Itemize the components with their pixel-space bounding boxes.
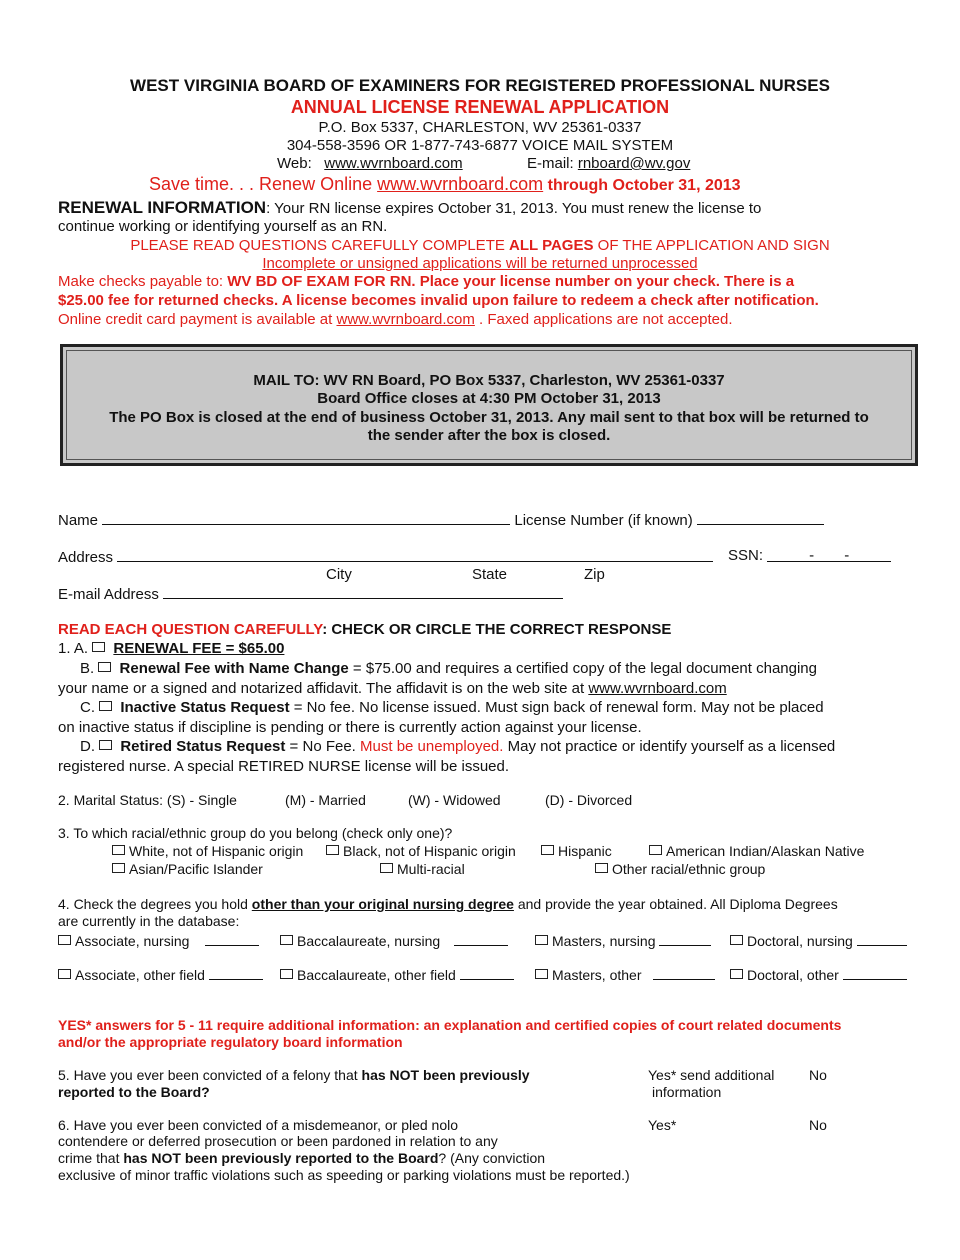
q1a-checkbox[interactable] xyxy=(92,642,105,652)
q3-option[interactable]: Hispanic xyxy=(541,843,612,859)
web-label: Web: xyxy=(277,155,312,172)
q6-question3: crime that has NOT been previously reported to the Board? (Any conviction xyxy=(58,1150,546,1166)
checkbox[interactable] xyxy=(595,863,608,873)
q2-single[interactable]: 2. Marital Status: (S) - Single xyxy=(58,792,237,808)
ssn-field[interactable]: SSN: - - xyxy=(728,547,891,564)
q4-option[interactable]: Doctoral, other xyxy=(730,965,907,983)
online-payment-link[interactable]: www.wvrnboard.com xyxy=(336,311,475,328)
save-time-link[interactable]: www.wvrnboard.com xyxy=(377,174,544,194)
save-time-text: Save time. . . Renew Online xyxy=(149,174,378,194)
q6-no[interactable]: No xyxy=(809,1117,827,1133)
renewal-text1: : Your RN license expires October 31, 2013. You must renew the license to xyxy=(266,200,762,217)
q5-yes[interactable]: Yes* send additional xyxy=(648,1067,775,1083)
q4-option[interactable]: Associate, nursing xyxy=(58,931,259,949)
mail-line2: Board Office closes at 4:30 PM October 31, 2013 xyxy=(317,390,661,407)
q4-option[interactable]: Masters, nursing xyxy=(535,931,711,949)
q6-question2: contendere or deferred prosecution or been pardoned in relation to any xyxy=(58,1133,498,1149)
q5-question: 5. Have you ever been convicted of a felony that has NOT been previously xyxy=(58,1067,530,1083)
q1d-checkbox[interactable] xyxy=(99,740,112,750)
email-address-label: E-mail Address xyxy=(58,586,159,603)
q1b-checkbox[interactable] xyxy=(98,662,111,672)
license-label: License Number (if known) xyxy=(514,512,693,529)
read-carefully: PLEASE READ QUESTIONS CAREFULLY COMPLETE ALL PAGES OF THE APPLICATION AND SIGN xyxy=(130,237,830,254)
checkbox[interactable] xyxy=(280,969,293,979)
checkbox[interactable] xyxy=(326,845,339,855)
q5-question2: reported to the Board? xyxy=(58,1084,210,1100)
checkbox[interactable] xyxy=(112,845,125,855)
license-input[interactable] xyxy=(697,510,824,525)
q1b-row2: your name or a signed and notarized affidavit. The affidavit is on the web site at www.wvrnboard.com xyxy=(58,680,727,697)
instructions: READ EACH QUESTION CAREFULLY: CHECK OR CIRCLE THE CORRECT RESPONSE xyxy=(58,621,672,638)
address-label: Address xyxy=(58,549,114,566)
name-field[interactable] xyxy=(58,510,824,529)
q5-yes2: information xyxy=(652,1084,722,1100)
q1d-row2: registered nurse. A special RETIRED NURSE license will be issued. xyxy=(58,758,510,775)
renewal-info xyxy=(58,198,761,218)
q3-option[interactable]: Asian/Pacific Islander xyxy=(112,861,263,877)
checkbox[interactable] xyxy=(535,935,548,945)
q2-widowed[interactable]: (W) - Widowed xyxy=(408,792,501,808)
q1c-row2: on inactive status if discipline is pending or there is currently action against your license. xyxy=(58,719,642,736)
checkbox[interactable] xyxy=(730,935,743,945)
incomplete-notice: Incomplete or unsigned applications will be returned unprocessed xyxy=(262,255,698,272)
yes-note: YES* answers for 5 - 11 require additional information: an explanation and certified copies of court related documents xyxy=(58,1017,842,1033)
q2-married[interactable]: (M) - Married xyxy=(285,792,366,808)
affidavit-link[interactable]: www.wvrnboard.com xyxy=(588,680,727,697)
q1b-row[interactable]: B. Renewal Fee with Name Change = $75.00 and requires a certified copy of the legal document changing xyxy=(80,660,817,677)
q3-question: 3. To which racial/ethnic group do you belong (check only one)? xyxy=(58,825,453,841)
q1a-row[interactable]: 1. A. RENEWAL FEE = $65.00 xyxy=(58,640,285,657)
email-address-field[interactable] xyxy=(58,584,563,603)
q3-option[interactable]: Black, not of Hispanic origin xyxy=(326,843,516,859)
email-link[interactable]: rnboard@wv.gov xyxy=(577,155,691,172)
mail-to-box xyxy=(60,344,918,466)
save-time-banner xyxy=(149,174,741,195)
mail-line4: the sender after the box is closed. xyxy=(367,427,611,444)
checkbox[interactable] xyxy=(535,969,548,979)
web-line xyxy=(277,155,463,172)
q3-option[interactable]: Multi-racial xyxy=(380,861,465,877)
yes-note2: and/or the appropriate regulatory board information xyxy=(58,1034,403,1050)
q3-option[interactable]: American Indian/Alaskan Native xyxy=(649,843,864,859)
phone: 304-558-3596 OR 1-877-743-6877 VOICE MAIL SYSTEM xyxy=(286,137,674,154)
q1a-label: RENEWAL FEE = $65.00 xyxy=(113,640,285,657)
returned-check-fee: $25.00 fee for returned checks. A license becomes invalid upon failure to redeem a check after notification. xyxy=(58,292,819,309)
checkbox[interactable] xyxy=(649,845,662,855)
checkbox[interactable] xyxy=(380,863,393,873)
checkbox[interactable] xyxy=(58,969,71,979)
save-time-deadline: through October 31, 2013 xyxy=(547,177,741,194)
mail-line3: The PO Box is closed at the end of business October 31, 2013. Any mail sent to that box will be returned to xyxy=(109,409,869,426)
q6-question4: exclusive of minor traffic violations such as speeding or parking violations must be reported.) xyxy=(58,1167,630,1183)
q4-option[interactable]: Doctoral, nursing xyxy=(730,931,907,949)
q4-question2: are currently in the database: xyxy=(58,913,240,929)
web-link[interactable]: www.wvrnboard.com xyxy=(324,155,463,172)
q2-divorced[interactable]: (D) - Divorced xyxy=(545,792,633,808)
q1c-row[interactable]: C. Inactive Status Request = No fee. No license issued. Must sign back of renewal form. May not be placed xyxy=(80,699,824,716)
ssn-label: SSN: xyxy=(728,547,764,564)
email-label: E-mail: xyxy=(527,155,574,172)
q4-question: 4. Check the degrees you hold other than your original nursing degree and provide the year obtained. All Diploma Degrees xyxy=(58,896,838,912)
q4-option[interactable]: Baccalaureate, nursing xyxy=(280,931,508,949)
checkbox[interactable] xyxy=(730,969,743,979)
q3-option[interactable]: White, not of Hispanic origin xyxy=(112,843,303,859)
form-title: ANNUAL LICENSE RENEWAL APPLICATION xyxy=(290,97,670,117)
zip-label: Zip xyxy=(584,566,605,583)
q6-question: 6. Have you ever been convicted of a misdemeanor, or pled nolo xyxy=(58,1117,459,1133)
checkbox[interactable] xyxy=(280,935,293,945)
q1d-row[interactable]: D. Retired Status Request = No Fee. Must be unemployed. May not practice or identify yourself as a licensed xyxy=(80,738,836,755)
renewal-heading: RENEWAL INFORMATION xyxy=(58,198,267,217)
email-line xyxy=(527,155,690,172)
q6-yes[interactable]: Yes* xyxy=(648,1117,677,1133)
q3-option[interactable]: Other racial/ethnic group xyxy=(595,861,765,877)
q1c-checkbox[interactable] xyxy=(99,701,112,711)
checkbox[interactable] xyxy=(58,935,71,945)
address-field[interactable] xyxy=(58,547,713,566)
q5-no[interactable]: No xyxy=(809,1067,827,1083)
po-box: P.O. Box 5337, CHARLESTON, WV 25361-0337 xyxy=(318,119,642,136)
online-payment: Online credit card payment is available at www.wvrnboard.com . Faxed applications are not accepted. xyxy=(58,311,733,328)
q4-option[interactable]: Masters, other xyxy=(535,965,715,983)
city-label: City xyxy=(326,566,352,583)
state-label: State xyxy=(472,566,508,583)
q4-option[interactable]: Baccalaureate, other field xyxy=(280,965,514,983)
board-name: WEST VIRGINIA BOARD OF EXAMINERS FOR REGISTERED PROFESSIONAL NURSES xyxy=(130,76,830,95)
mail-line1: MAIL TO: WV RN Board, PO Box 5337, Charleston, WV 25361-0337 xyxy=(253,372,725,389)
checks-payable: Make checks payable to: WV BD OF EXAM FOR RN. Place your license number on your check. There is a xyxy=(58,273,795,290)
name-label: Name xyxy=(58,512,99,529)
checkbox[interactable] xyxy=(112,863,125,873)
checkbox[interactable] xyxy=(541,845,554,855)
q4-option[interactable]: Associate, other field xyxy=(58,965,263,983)
renewal-text2: continue working or identifying yourself as an RN. xyxy=(58,218,388,235)
